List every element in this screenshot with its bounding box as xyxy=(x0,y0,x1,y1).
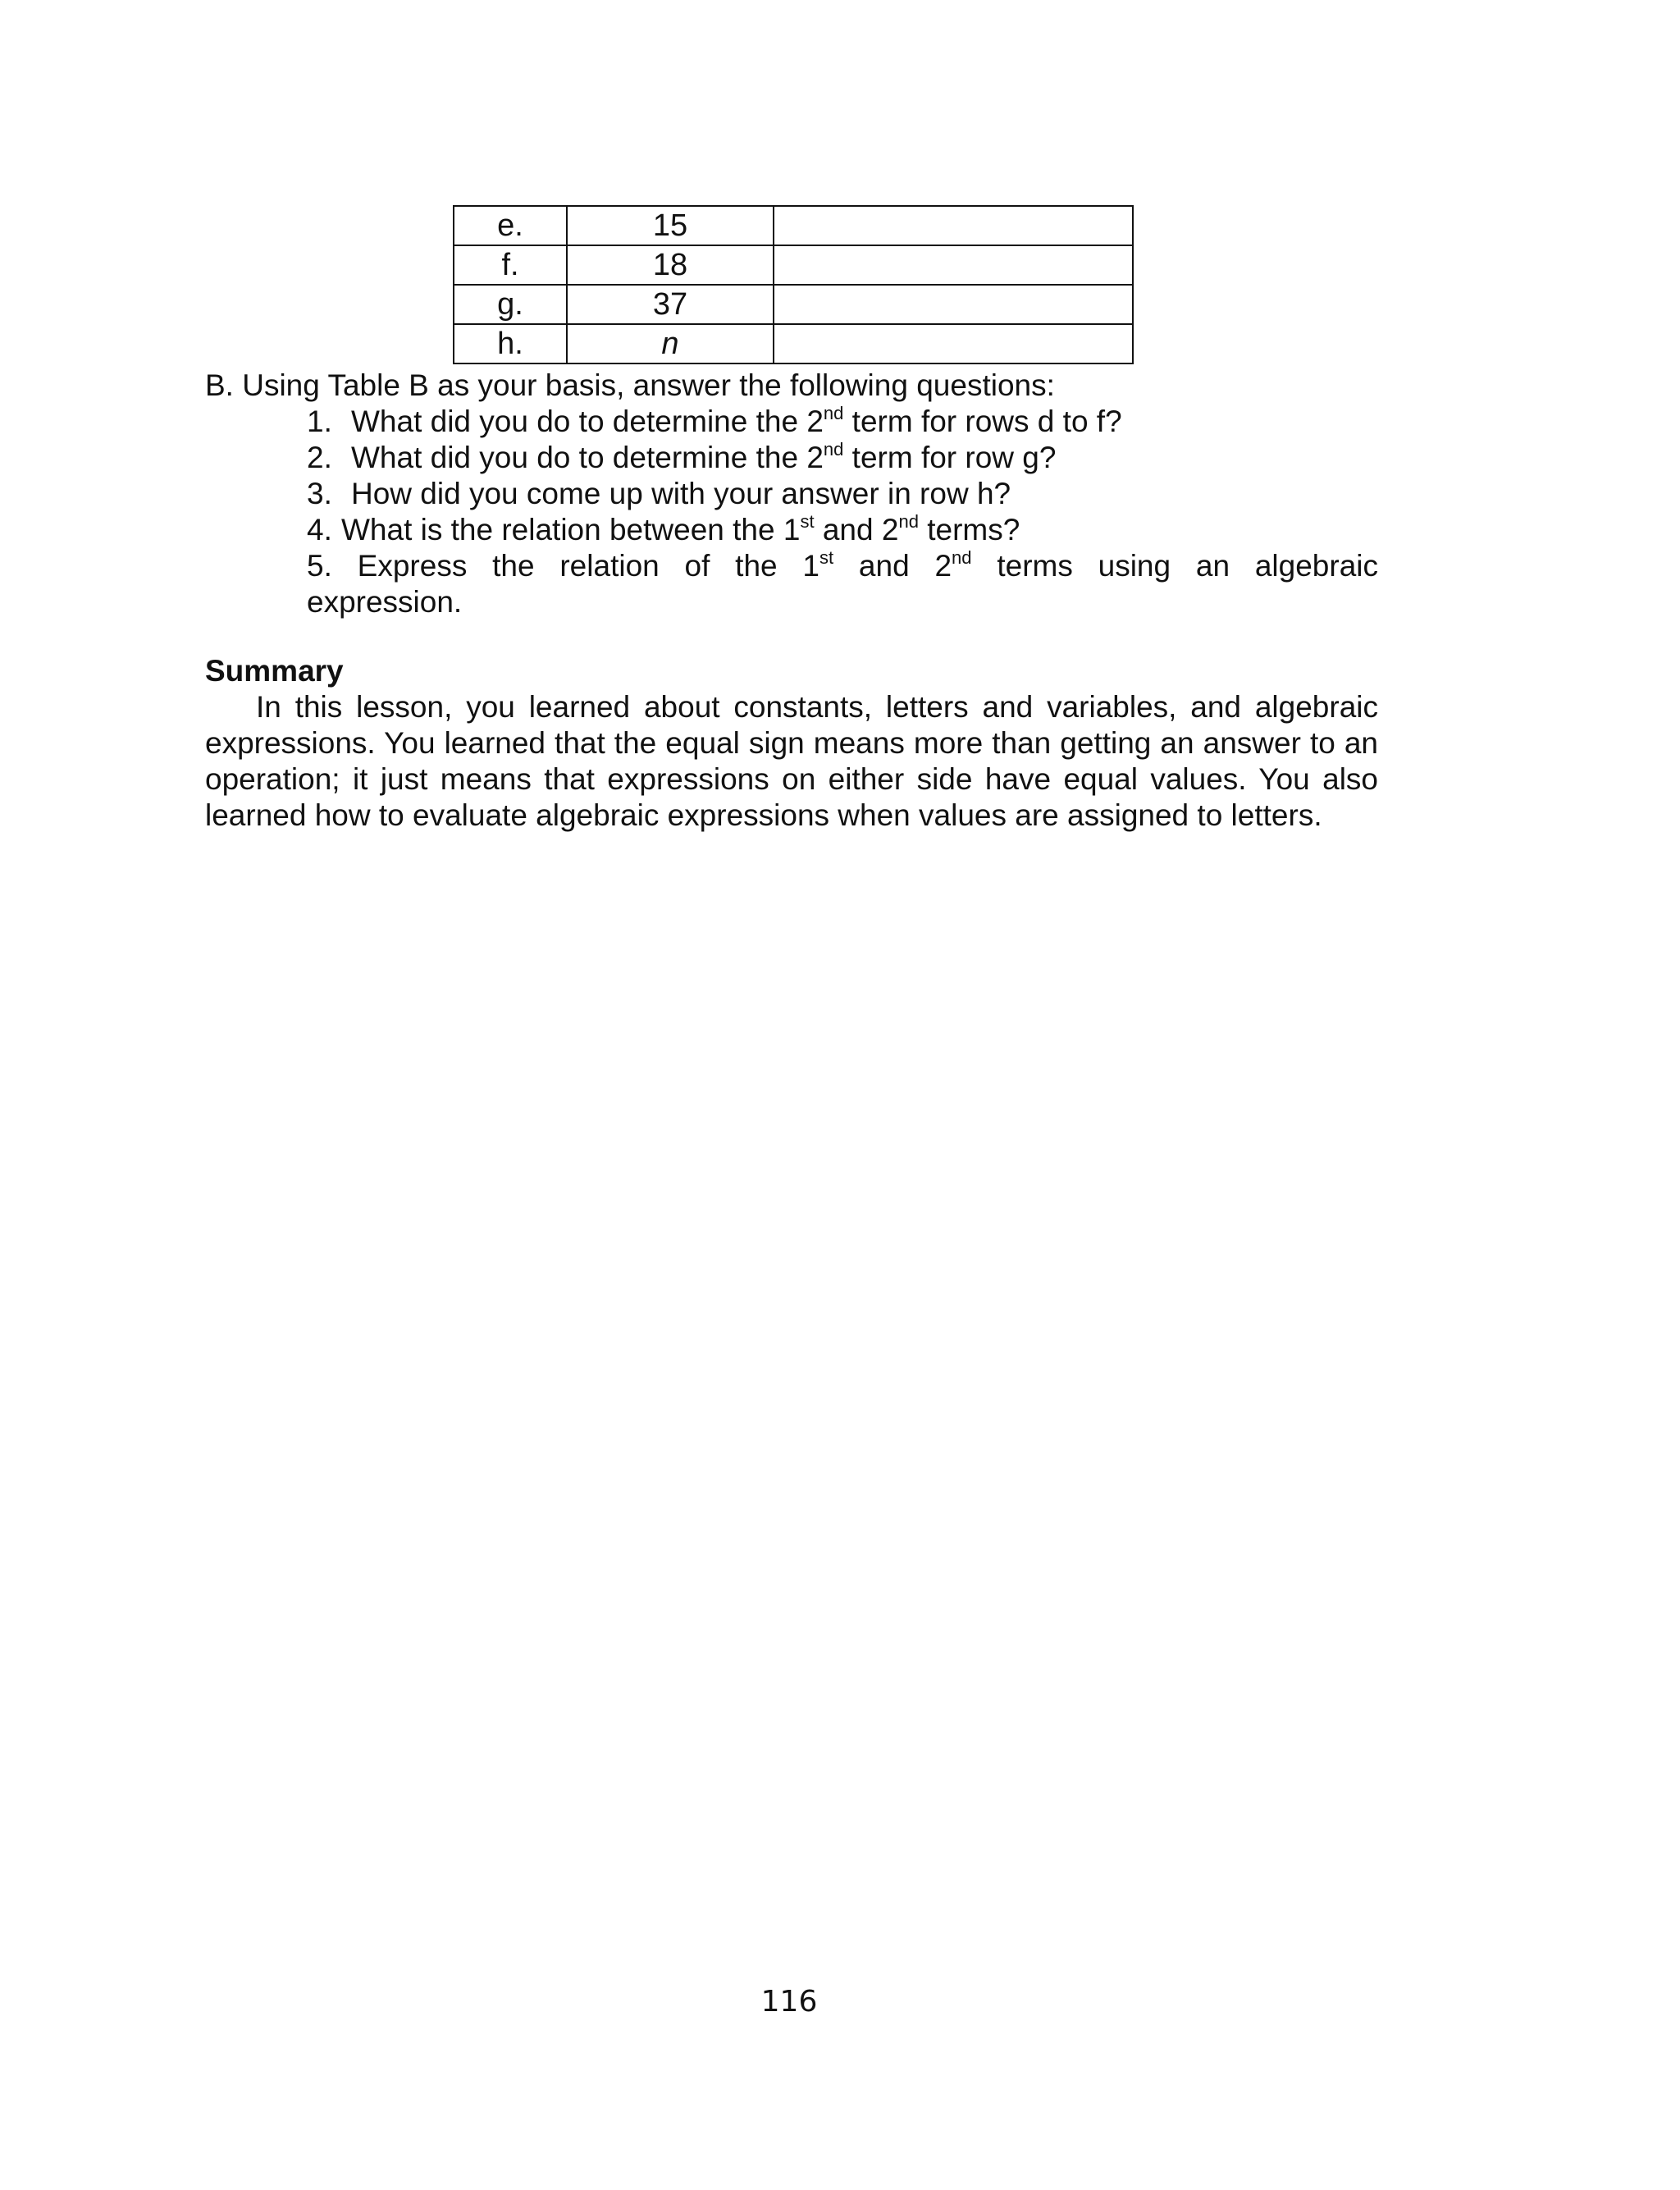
question-number: 1. xyxy=(307,405,332,438)
question-text: terms? xyxy=(918,513,1020,546)
page-number: 116 xyxy=(760,1985,818,2019)
question-text: What did you do to determine the 2 xyxy=(351,441,824,474)
second-term xyxy=(774,285,1133,324)
question-text: and 2 xyxy=(814,513,899,546)
question-text: What is the relation between the 1 xyxy=(341,513,801,546)
question-text: and 2 xyxy=(833,549,952,583)
table-row xyxy=(454,324,1133,363)
table-row xyxy=(454,206,1133,245)
question-item xyxy=(307,548,1378,584)
summary-body: In this lesson, you learned about constants, letters and variables, and algebraic expressions. You learned that the equal sign means more than getting an answer to an operation; it just means that expressions on either side have equal values. You also learned how to evaluate algebraic expressions when values are assigned to letters. xyxy=(205,690,1378,832)
question-continuation: expression. xyxy=(307,585,463,619)
ordinal-suffix: nd xyxy=(898,511,919,532)
question-text: term for row g? xyxy=(843,441,1057,474)
table-row xyxy=(454,245,1133,285)
ordinal-suffix: nd xyxy=(952,547,972,568)
question-text: What did you do to determine the 2 xyxy=(351,405,824,438)
question-item xyxy=(307,440,1378,476)
row-label: e. xyxy=(454,206,567,245)
second-term xyxy=(774,324,1133,363)
ordinal-suffix: nd xyxy=(823,403,844,423)
first-term: 15 xyxy=(567,206,774,245)
table-row xyxy=(454,285,1133,324)
question-number: 3. xyxy=(307,477,332,510)
question-text: term for rows d to f? xyxy=(843,405,1122,438)
ordinal-suffix: st xyxy=(819,547,834,568)
question-text: How did you come up with your answer in row h? xyxy=(351,477,1011,510)
section-b xyxy=(205,368,1378,620)
ordinal-suffix: nd xyxy=(823,439,844,459)
question-number: 2. xyxy=(307,441,332,474)
question-text: Express the relation of the 1 xyxy=(357,549,819,583)
question-text: terms using an algebraic xyxy=(971,549,1378,583)
first-term: 37 xyxy=(567,285,774,324)
row-label: h. xyxy=(454,324,567,363)
first-term: 18 xyxy=(567,245,774,285)
question-number: 5. xyxy=(307,549,332,583)
question-item xyxy=(307,512,1378,548)
summary-title: Summary xyxy=(205,654,344,688)
summary-section xyxy=(205,653,1378,834)
first-term: n xyxy=(567,324,774,363)
question-item xyxy=(307,476,1378,512)
row-label: g. xyxy=(454,285,567,324)
ordinal-suffix: st xyxy=(800,511,815,532)
second-term xyxy=(774,245,1133,285)
row-label: f. xyxy=(454,245,567,285)
second-term xyxy=(774,206,1133,245)
question-number: 4. xyxy=(307,513,332,546)
question-item xyxy=(307,404,1378,440)
terms-table xyxy=(453,205,1134,364)
question-list xyxy=(205,404,1378,620)
section-b-heading: B. Using Table B as your basis, answer the following questions: xyxy=(205,368,1055,402)
